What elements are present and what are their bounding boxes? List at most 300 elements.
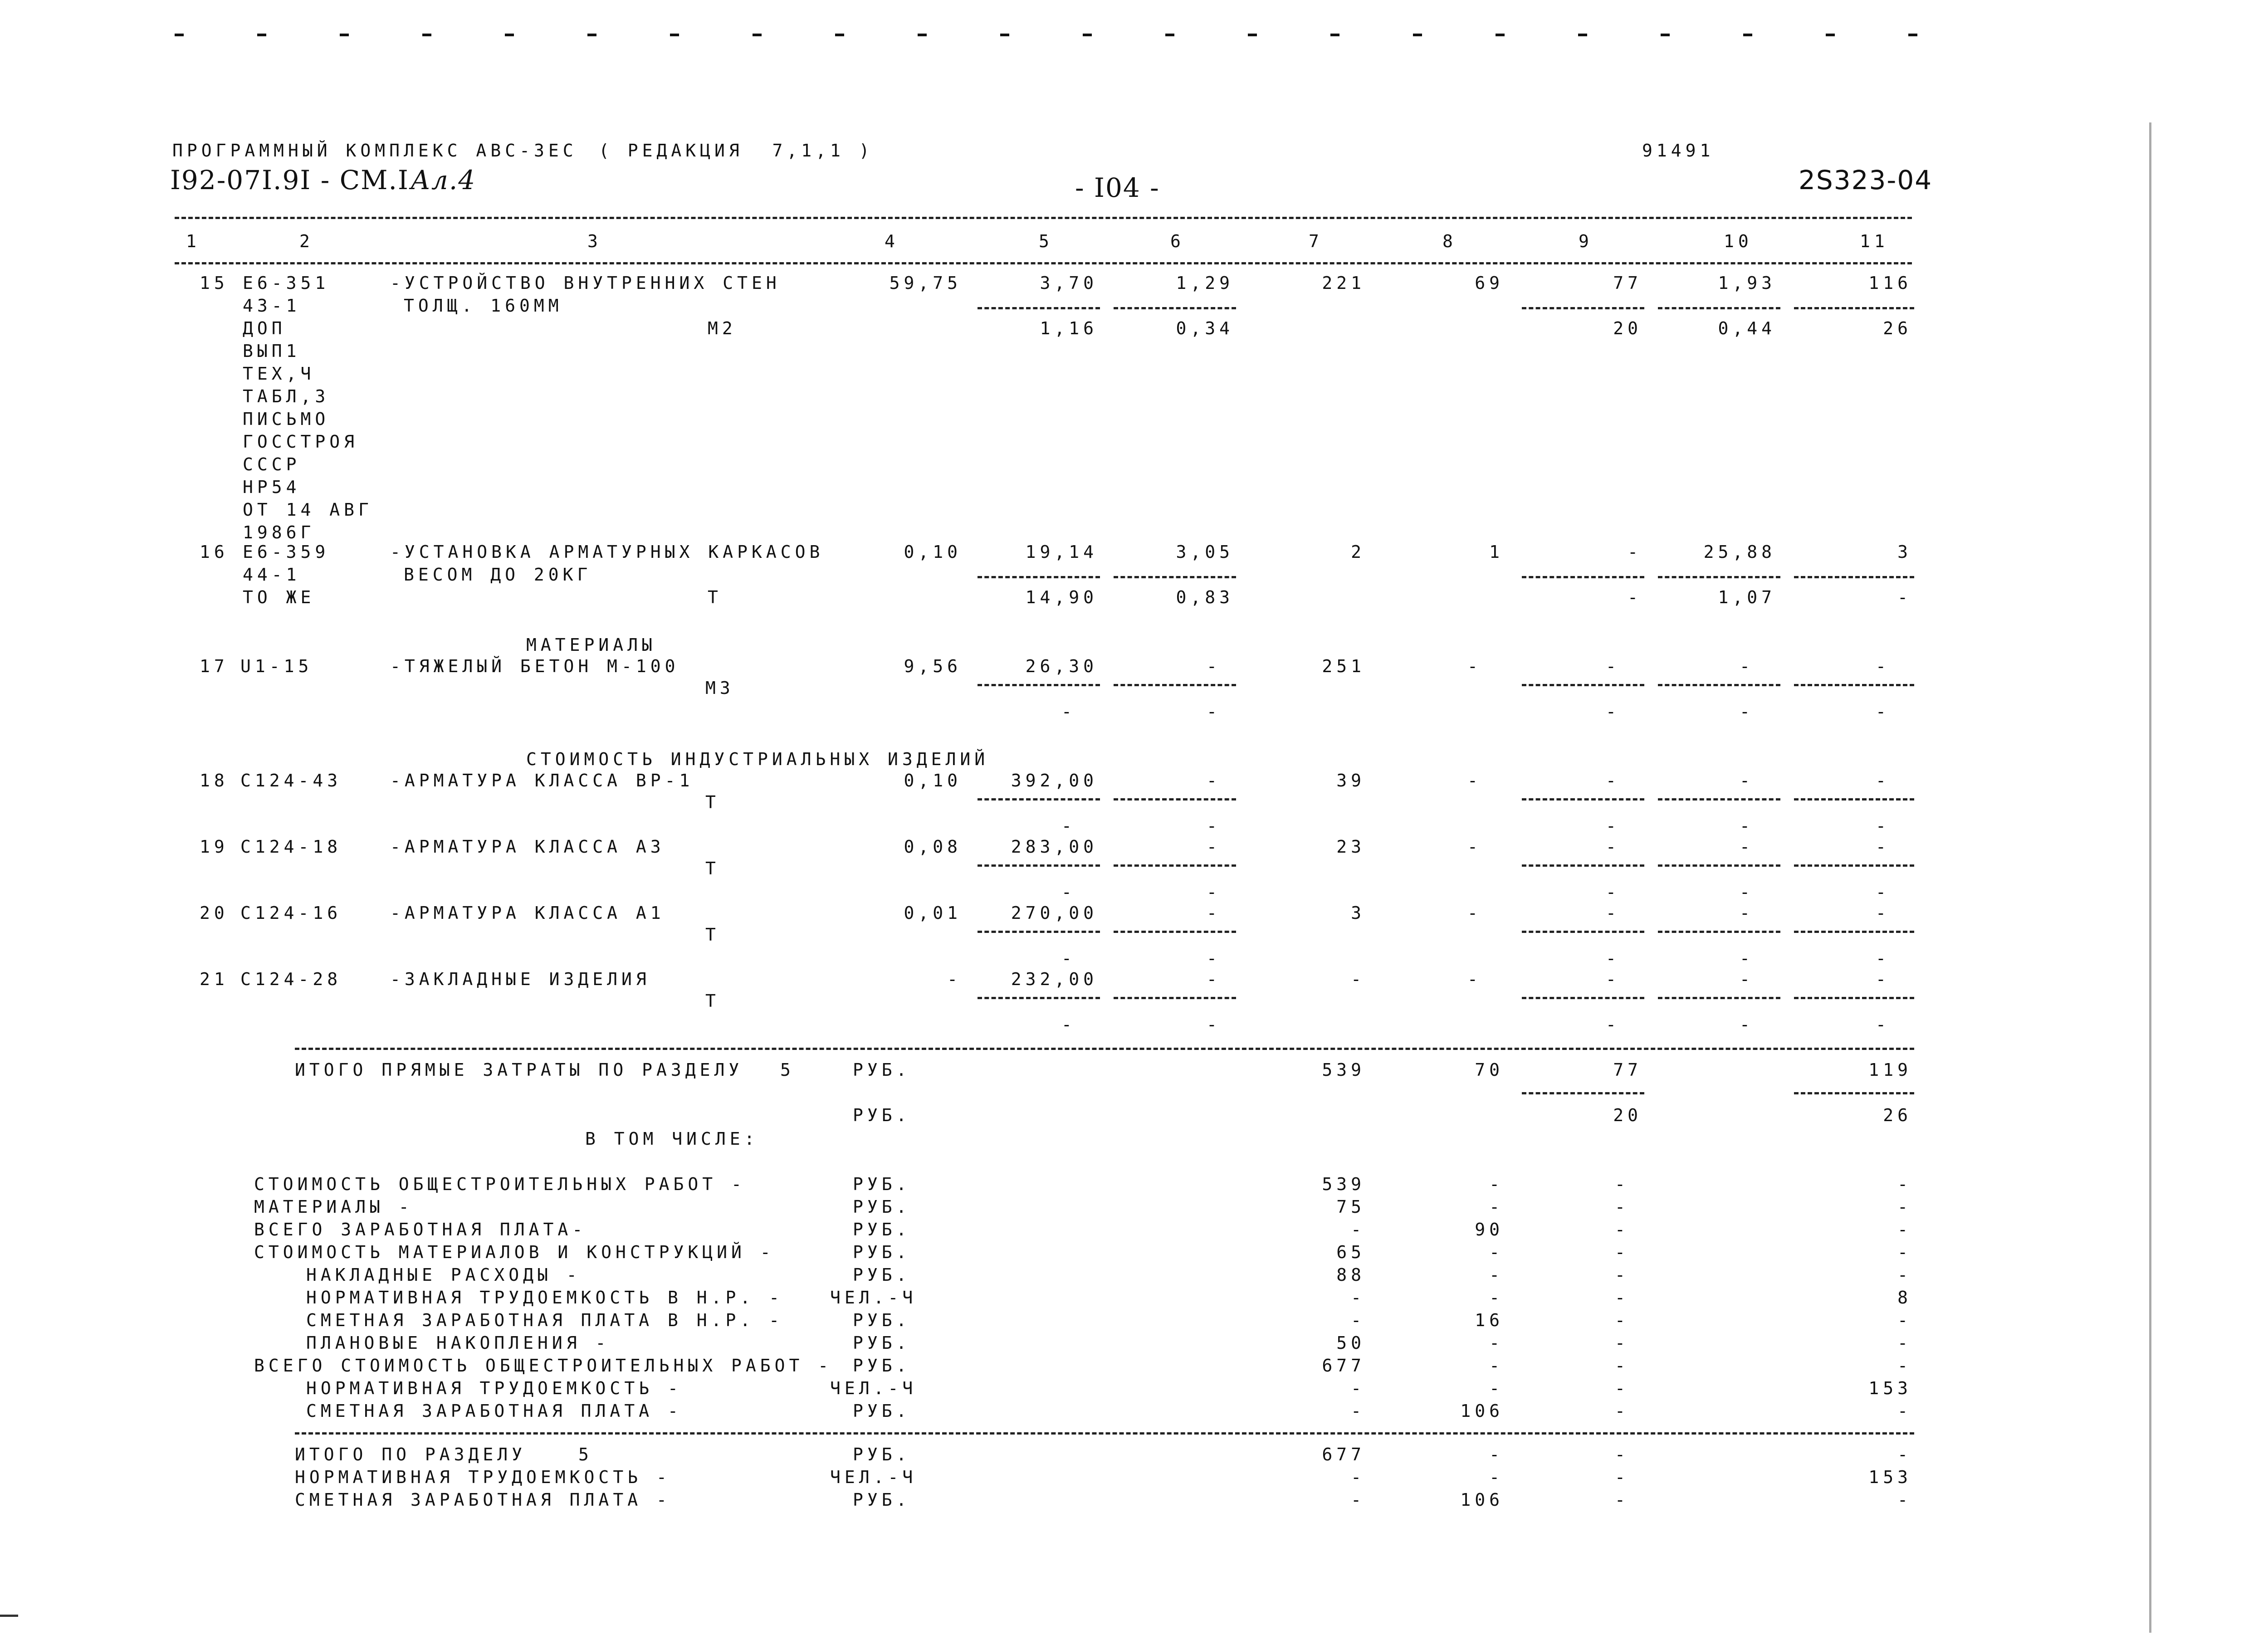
perforation-tick bbox=[1578, 34, 1587, 36]
row18-c5-wages: - bbox=[1061, 816, 1076, 836]
perforation-tick bbox=[1413, 34, 1422, 36]
row20-unit: Т bbox=[705, 925, 720, 945]
final-label: ИТОГО ПО РАЗДЕЛУ bbox=[295, 1445, 527, 1464]
summary-label: НОРМАТИВНАЯ ТРУДОЕМКОСТЬ В Н.Р. - bbox=[306, 1288, 783, 1308]
summary-cost: 88 bbox=[1336, 1265, 1365, 1285]
final-label: НОРМАТИВНАЯ ТРУДОЕМКОСТЬ - bbox=[295, 1467, 671, 1487]
perforation-tick bbox=[175, 34, 184, 36]
row19-c6-wages: - bbox=[1207, 882, 1221, 902]
cell-divider bbox=[978, 576, 1100, 578]
total-direct-wages: 70 bbox=[1475, 1060, 1504, 1080]
row-machine-cost-wages: 0,83 bbox=[1176, 587, 1234, 607]
summary-wages: 16 bbox=[1475, 1310, 1504, 1330]
row-labor-wages: 0,44 bbox=[1718, 318, 1776, 338]
summary-wages: - bbox=[1489, 1242, 1504, 1262]
row-labor-total: 116 bbox=[1868, 273, 1912, 293]
row20-c9-wages: - bbox=[1606, 948, 1620, 968]
row-name: ВЕСОМ ДО 20КГ bbox=[404, 565, 592, 585]
summary-wages: - bbox=[1489, 1378, 1504, 1398]
row-code: Е6-359 bbox=[243, 542, 330, 562]
row18-c6: - bbox=[1207, 771, 1221, 791]
row19-unit: Т bbox=[705, 859, 720, 879]
row17-number: 17 bbox=[200, 656, 229, 676]
perforation-tick bbox=[1165, 34, 1174, 36]
row18-unit-cost: 392,00 bbox=[1011, 771, 1098, 791]
row20-c10: - bbox=[1740, 903, 1754, 923]
row18-code: С124-43 bbox=[240, 771, 342, 791]
cell-divider bbox=[1794, 798, 1914, 800]
summary-wages: - bbox=[1489, 1197, 1504, 1217]
section-industrial: СТОИМОСТЬ ИНДУСТРИАЛЬНЫХ ИЗДЕЛИЙ bbox=[526, 749, 989, 769]
final-machine: - bbox=[1615, 1490, 1629, 1510]
row19-c11-wages: - bbox=[1876, 882, 1890, 902]
final-unit: РУБ. bbox=[853, 1490, 911, 1510]
summary-label: ВСЕГО ЗАРАБОТНАЯ ПЛАТА- bbox=[254, 1220, 587, 1240]
summary-wages: - bbox=[1489, 1333, 1504, 1353]
row-code: НР54 bbox=[243, 477, 301, 497]
summary-cost: 539 bbox=[1322, 1174, 1365, 1194]
perforation-tick bbox=[1248, 34, 1257, 36]
summary-wages: 90 bbox=[1475, 1220, 1504, 1240]
row17-c6-wages: - bbox=[1207, 702, 1221, 722]
row-unit-cost-wages: 1,16 bbox=[1040, 318, 1098, 338]
row18-c9: - bbox=[1606, 771, 1620, 791]
final-wages: - bbox=[1489, 1467, 1504, 1487]
row-total-cost: 2 bbox=[1351, 542, 1365, 562]
section-materials: МАТЕРИАЛЫ bbox=[526, 635, 656, 655]
perforation-tick bbox=[1083, 34, 1092, 36]
program-edition: ( РЕДАКЦИЯ 7,1,1 ) bbox=[599, 141, 874, 161]
row20-quantity: 0,01 bbox=[904, 903, 962, 923]
row-machine-total: 77 bbox=[1613, 273, 1642, 293]
row-machine-cost-wages: 0,34 bbox=[1176, 318, 1234, 338]
row21-c8: - bbox=[1467, 969, 1482, 989]
row19-c10-wages: - bbox=[1740, 882, 1754, 902]
program-code: 91491 bbox=[1642, 141, 1715, 161]
perforation-tick bbox=[257, 34, 266, 36]
cell-divider bbox=[1522, 307, 1644, 309]
row-code: СССР bbox=[243, 454, 301, 474]
row20-unit-cost: 270,00 bbox=[1011, 903, 1098, 923]
summary-labor: - bbox=[1897, 1242, 1912, 1262]
summary-label: НАКЛАДНЫЕ РАСХОДЫ - bbox=[306, 1265, 581, 1285]
final-unit: РУБ. bbox=[853, 1445, 911, 1464]
cell-divider bbox=[1114, 307, 1236, 309]
row20-c8: - bbox=[1467, 903, 1482, 923]
perforation-tick bbox=[1908, 34, 1917, 36]
row17-c8: - bbox=[1467, 656, 1482, 676]
row21-c6-wages: - bbox=[1207, 1015, 1221, 1035]
row20-code: С124-16 bbox=[240, 903, 342, 923]
column-header-8: 8 bbox=[1442, 231, 1457, 251]
summary-labor: - bbox=[1897, 1220, 1912, 1240]
row19-c10: - bbox=[1740, 837, 1754, 857]
row21-total-cost: - bbox=[1351, 969, 1365, 989]
summary-label: СМЕТНАЯ ЗАРАБОТНАЯ ПЛАТА - bbox=[306, 1401, 682, 1421]
summary-unit: РУБ. bbox=[853, 1220, 911, 1240]
row18-c8: - bbox=[1467, 771, 1482, 791]
cell-divider bbox=[1522, 997, 1644, 999]
summary-labor: - bbox=[1897, 1174, 1912, 1194]
row21-c9: - bbox=[1606, 969, 1620, 989]
page-edge-left bbox=[0, 1615, 18, 1617]
total-direct-machine-wages: 20 bbox=[1613, 1105, 1642, 1125]
column-header-11: 11 bbox=[1860, 231, 1889, 251]
cell-divider bbox=[1794, 997, 1914, 999]
row21-c11-wages: - bbox=[1876, 1015, 1890, 1035]
total-direct-label: ИТОГО ПРЯМЫЕ ЗАТРАТЫ ПО РАЗДЕЛУ bbox=[295, 1060, 743, 1080]
row-quantity: 59,75 bbox=[889, 273, 962, 293]
row-labor-total-wages: 26 bbox=[1883, 318, 1912, 338]
summary-wages: - bbox=[1489, 1174, 1504, 1194]
cell-divider bbox=[1114, 997, 1236, 999]
total-direct-labor: 119 bbox=[1868, 1060, 1912, 1080]
row20-c11-wages: - bbox=[1876, 948, 1890, 968]
summary-cost: - bbox=[1351, 1220, 1365, 1240]
summary-machine: - bbox=[1615, 1378, 1629, 1398]
final-labor: - bbox=[1897, 1490, 1912, 1510]
row21-c9-wages: - bbox=[1606, 1015, 1620, 1035]
final-unit: ЧЕЛ.-Ч bbox=[830, 1467, 917, 1487]
row-number: 15 bbox=[200, 273, 229, 293]
summary-unit: РУБ. bbox=[853, 1333, 911, 1353]
row-code: 43-1 bbox=[243, 296, 301, 316]
row-labor-total-wages: - bbox=[1897, 587, 1912, 607]
stamp-code: 2S323-04 bbox=[1799, 165, 1933, 195]
perforation-tick bbox=[835, 34, 844, 36]
total-direct-section: 5 bbox=[780, 1060, 795, 1080]
column-header-9: 9 bbox=[1579, 231, 1593, 251]
row19-c6: - bbox=[1207, 837, 1221, 857]
summary-labor: - bbox=[1897, 1333, 1912, 1353]
cell-divider bbox=[1522, 576, 1644, 578]
cell-divider bbox=[978, 864, 1100, 867]
row-unit: Т bbox=[708, 587, 722, 607]
cell-divider bbox=[1658, 684, 1780, 686]
final-cost: - bbox=[1351, 1490, 1365, 1510]
total-direct-unit-2: РУБ. bbox=[853, 1105, 911, 1125]
row19-c8: - bbox=[1467, 837, 1482, 857]
row-code: ПИСЬМО bbox=[243, 409, 330, 429]
total-direct-cost: 539 bbox=[1322, 1060, 1365, 1080]
summary-cost: - bbox=[1351, 1401, 1365, 1421]
perforation-tick bbox=[670, 34, 679, 36]
row18-c11-wages: - bbox=[1876, 816, 1890, 836]
cell-divider bbox=[1794, 576, 1914, 578]
column-header-10: 10 bbox=[1724, 231, 1753, 251]
row19-c9: - bbox=[1606, 837, 1620, 857]
cell-divider bbox=[1114, 864, 1236, 867]
summary-wages: 106 bbox=[1460, 1401, 1504, 1421]
page-edge-right bbox=[2149, 122, 2151, 1633]
cell-divider bbox=[1114, 576, 1236, 578]
row-name: -УСТРОЙСТВО ВНУТРЕННИХ СТЕН bbox=[390, 273, 781, 293]
summary-cost: 50 bbox=[1336, 1333, 1365, 1353]
final-labor: - bbox=[1897, 1445, 1912, 1464]
row-code: 44-1 bbox=[243, 565, 301, 585]
row-unit: М2 bbox=[708, 318, 737, 338]
summary-wages: - bbox=[1489, 1356, 1504, 1376]
perforation-tick bbox=[753, 34, 762, 36]
cell-divider bbox=[1522, 684, 1644, 686]
perforation-tick bbox=[422, 34, 431, 36]
cell-divider bbox=[1658, 997, 1780, 999]
row-code: ТО ЖЕ bbox=[243, 587, 315, 607]
summary-label: СМЕТНАЯ ЗАРАБОТНАЯ ПЛАТА В Н.Р. - bbox=[306, 1310, 783, 1330]
row20-c11: - bbox=[1876, 903, 1890, 923]
cell-divider bbox=[1794, 864, 1914, 867]
row17-c10-wages: - bbox=[1740, 702, 1754, 722]
row17-c6: - bbox=[1207, 656, 1221, 676]
column-header-6: 6 bbox=[1170, 231, 1185, 251]
summary-cost: 65 bbox=[1336, 1242, 1365, 1262]
summary-unit: РУБ. bbox=[853, 1265, 911, 1285]
cell-divider bbox=[1114, 931, 1236, 933]
row17-unit: М3 bbox=[705, 678, 734, 698]
sheet-note: Ал.4 bbox=[411, 165, 476, 195]
summary-unit: ЧЕЛ.-Ч bbox=[830, 1378, 917, 1398]
row21-quantity: - bbox=[947, 969, 962, 989]
total-rule-top bbox=[295, 1048, 1914, 1050]
column-header-1: 1 bbox=[186, 231, 200, 251]
row-total-cost: 221 bbox=[1322, 273, 1365, 293]
summary-labor: - bbox=[1897, 1401, 1912, 1421]
row-code: 1986Г bbox=[243, 522, 315, 542]
cell-divider bbox=[1794, 307, 1914, 309]
row21-name: -ЗАКЛАДНЫЕ ИЗДЕЛИЯ bbox=[390, 969, 650, 989]
row19-c5-wages: - bbox=[1061, 882, 1076, 902]
row20-c10-wages: - bbox=[1740, 948, 1754, 968]
cell-divider bbox=[1658, 307, 1780, 309]
cell-divider bbox=[1794, 1092, 1914, 1094]
summary-wages: - bbox=[1489, 1288, 1504, 1308]
perforation-tick bbox=[1743, 34, 1752, 36]
cell-divider bbox=[1658, 576, 1780, 578]
summary-machine: - bbox=[1615, 1288, 1629, 1308]
summary-labor: 153 bbox=[1868, 1378, 1912, 1398]
summary-cost: - bbox=[1351, 1288, 1365, 1308]
final-wages: - bbox=[1489, 1445, 1504, 1464]
row19-name: -АРМАТУРА КЛАССА А3 bbox=[390, 837, 665, 857]
summary-machine: - bbox=[1615, 1356, 1629, 1376]
row-code: ОТ 14 АВГ bbox=[243, 500, 373, 520]
perforation-tick bbox=[505, 34, 514, 36]
row20-c5-wages: - bbox=[1061, 948, 1076, 968]
summary-cost: 677 bbox=[1322, 1356, 1365, 1376]
perforation-tick bbox=[340, 34, 349, 36]
summary-machine: - bbox=[1615, 1310, 1629, 1330]
row-number: 16 bbox=[200, 542, 229, 562]
row17-code: U1-15 bbox=[240, 656, 313, 676]
program-title: ПРОГРАММНЫЙ КОМПЛЕКС АВС-3ЕС bbox=[172, 141, 577, 161]
including-label: В ТОМ ЧИСЛЕ: bbox=[585, 1129, 759, 1149]
row20-c6-wages: - bbox=[1207, 948, 1221, 968]
row-labor: 1,93 bbox=[1718, 273, 1776, 293]
row20-c9: - bbox=[1606, 903, 1620, 923]
row-labor-total: 3 bbox=[1897, 542, 1912, 562]
row21-c10: - bbox=[1740, 969, 1754, 989]
row-unit-cost: 3,70 bbox=[1040, 273, 1098, 293]
final-rule bbox=[295, 1432, 1914, 1435]
summary-wages: - bbox=[1489, 1265, 1504, 1285]
row21-c6: - bbox=[1207, 969, 1221, 989]
row20-total-cost: 3 bbox=[1351, 903, 1365, 923]
row19-total-cost: 23 bbox=[1336, 837, 1365, 857]
final-machine: - bbox=[1615, 1445, 1629, 1464]
row21-c5-wages: - bbox=[1061, 1015, 1076, 1035]
row20-c6: - bbox=[1207, 903, 1221, 923]
cell-divider bbox=[978, 307, 1100, 309]
summary-label: ВСЕГО СТОИМОСТЬ ОБЩЕСТРОИТЕЛЬНЫХ РАБОТ - bbox=[254, 1356, 833, 1376]
row19-c9-wages: - bbox=[1606, 882, 1620, 902]
summary-cost: - bbox=[1351, 1310, 1365, 1330]
row21-unit-cost: 232,00 bbox=[1011, 969, 1098, 989]
summary-labor: - bbox=[1897, 1265, 1912, 1285]
final-machine: - bbox=[1615, 1467, 1629, 1487]
header-rule-top bbox=[175, 217, 1912, 219]
cell-divider bbox=[1522, 1092, 1644, 1094]
summary-cost: 75 bbox=[1336, 1197, 1365, 1217]
final-cost: - bbox=[1351, 1467, 1365, 1487]
row17-c10: - bbox=[1740, 656, 1754, 676]
row19-quantity: 0,08 bbox=[904, 837, 962, 857]
summary-label: НОРМАТИВНАЯ ТРУДОЕМКОСТЬ - bbox=[306, 1378, 682, 1398]
cell-divider bbox=[978, 997, 1100, 999]
row-code: ГОССТРОЯ bbox=[243, 432, 359, 452]
row-name: ТОЛЩ. 160ММ bbox=[404, 296, 563, 316]
summary-machine: - bbox=[1615, 1333, 1629, 1353]
row20-number: 20 bbox=[200, 903, 229, 923]
cell-divider bbox=[1522, 931, 1644, 933]
summary-label: МАТЕРИАЛЫ - bbox=[254, 1197, 413, 1217]
column-header-5: 5 bbox=[1039, 231, 1053, 251]
perforation-tick bbox=[918, 34, 927, 36]
cell-divider bbox=[978, 798, 1100, 800]
row18-number: 18 bbox=[200, 771, 229, 791]
row-machine-total-wages: 20 bbox=[1613, 318, 1642, 338]
row-machine-cost: 3,05 bbox=[1176, 542, 1234, 562]
row-unit-cost-wages: 14,90 bbox=[1025, 587, 1098, 607]
row21-unit: Т bbox=[705, 991, 720, 1011]
summary-labor: - bbox=[1897, 1310, 1912, 1330]
perforation-tick bbox=[1000, 34, 1009, 36]
perforation-tick bbox=[587, 34, 596, 36]
cell-divider bbox=[1658, 931, 1780, 933]
row19-number: 19 bbox=[200, 837, 229, 857]
cell-divider bbox=[1114, 684, 1236, 686]
row-machine-total-wages: - bbox=[1628, 587, 1642, 607]
column-header-7: 7 bbox=[1309, 231, 1323, 251]
summary-machine: - bbox=[1615, 1197, 1629, 1217]
column-header-4: 4 bbox=[885, 231, 899, 251]
summary-unit: ЧЕЛ.-Ч bbox=[830, 1288, 917, 1308]
final-section: 5 bbox=[578, 1445, 593, 1464]
row-unit-cost: 19,14 bbox=[1025, 542, 1098, 562]
row18-unit: Т bbox=[705, 792, 720, 812]
cell-divider bbox=[1114, 798, 1236, 800]
cell-divider bbox=[1794, 931, 1914, 933]
final-cost: 677 bbox=[1322, 1445, 1365, 1464]
row-name: -УСТАНОВКА АРМАТУРНЫХ КАРКАСОВ bbox=[390, 542, 824, 562]
row-machine-total: - bbox=[1628, 542, 1642, 562]
summary-machine: - bbox=[1615, 1174, 1629, 1194]
final-labor: 153 bbox=[1868, 1467, 1912, 1487]
summary-cost: - bbox=[1351, 1378, 1365, 1398]
row-code: ТАБЛ,3 bbox=[243, 386, 330, 406]
summary-label: СТОИМОСТЬ ОБЩЕСТРОИТЕЛЬНЫХ РАБОТ - bbox=[254, 1174, 746, 1194]
row21-c11: - bbox=[1876, 969, 1890, 989]
row18-total-cost: 39 bbox=[1336, 771, 1365, 791]
summary-unit: РУБ. bbox=[853, 1242, 911, 1262]
summary-unit: РУБ. bbox=[853, 1174, 911, 1194]
summary-unit: РУБ. bbox=[853, 1197, 911, 1217]
row18-c10-wages: - bbox=[1740, 816, 1754, 836]
row17-c11: - bbox=[1876, 656, 1890, 676]
summary-label: ПЛАНОВЫЕ НАКОПЛЕНИЯ - bbox=[306, 1333, 610, 1353]
total-direct-labor-wages: 26 bbox=[1883, 1105, 1912, 1125]
row17-c5-wages: - bbox=[1061, 702, 1076, 722]
summary-machine: - bbox=[1615, 1242, 1629, 1262]
column-header-3: 3 bbox=[587, 231, 602, 251]
row18-c9-wages: - bbox=[1606, 816, 1620, 836]
row18-c11: - bbox=[1876, 771, 1890, 791]
summary-unit: РУБ. bbox=[853, 1356, 911, 1376]
row19-unit-cost: 283,00 bbox=[1011, 837, 1098, 857]
row19-code: С124-18 bbox=[240, 837, 342, 857]
summary-machine: - bbox=[1615, 1401, 1629, 1421]
total-direct-machine: 77 bbox=[1613, 1060, 1642, 1080]
cell-divider bbox=[1794, 684, 1914, 686]
row20-name: -АРМАТУРА КЛАССА А1 bbox=[390, 903, 665, 923]
row-quantity: 0,10 bbox=[904, 542, 962, 562]
row-labor-wages: 1,07 bbox=[1718, 587, 1776, 607]
row21-code: С124-28 bbox=[240, 969, 342, 989]
row17-unit-cost: 26,30 bbox=[1025, 656, 1098, 676]
row17-name: -ТЯЖЕЛЫЙ БЕТОН М-100 bbox=[390, 656, 679, 676]
row-code: ТЕХ,Ч bbox=[243, 364, 315, 384]
page-number: - I04 - bbox=[1075, 172, 1160, 203]
row-wages: 1 bbox=[1489, 542, 1504, 562]
row17-quantity: 9,56 bbox=[904, 656, 962, 676]
row17-c11-wages: - bbox=[1876, 702, 1890, 722]
summary-machine: - bbox=[1615, 1220, 1629, 1240]
document-id: I92-07I.9I - СМ.I bbox=[170, 165, 409, 195]
final-label: СМЕТНАЯ ЗАРАБОТНАЯ ПЛАТА - bbox=[295, 1490, 671, 1510]
summary-unit: РУБ. bbox=[853, 1401, 911, 1421]
summary-unit: РУБ. bbox=[853, 1310, 911, 1330]
row-wages: 69 bbox=[1475, 273, 1504, 293]
row21-c10-wages: - bbox=[1740, 1015, 1754, 1035]
final-wages: 106 bbox=[1460, 1490, 1504, 1510]
cell-divider bbox=[978, 931, 1100, 933]
cell-divider bbox=[1658, 864, 1780, 867]
cell-divider bbox=[1658, 798, 1780, 800]
cell-divider bbox=[978, 684, 1100, 686]
row18-c6-wages: - bbox=[1207, 816, 1221, 836]
row19-c11: - bbox=[1876, 837, 1890, 857]
row-code: Е6-351 bbox=[243, 273, 330, 293]
summary-labor: - bbox=[1897, 1197, 1912, 1217]
summary-machine: - bbox=[1615, 1265, 1629, 1285]
cell-divider bbox=[1522, 864, 1644, 867]
row18-quantity: 0,10 bbox=[904, 771, 962, 791]
row-labor: 25,88 bbox=[1703, 542, 1776, 562]
row-machine-cost: 1,29 bbox=[1176, 273, 1234, 293]
summary-labor: - bbox=[1897, 1356, 1912, 1376]
row17-total-cost: 251 bbox=[1322, 656, 1365, 676]
row-code: ДОП bbox=[243, 318, 286, 338]
perforation-tick bbox=[1330, 34, 1339, 36]
